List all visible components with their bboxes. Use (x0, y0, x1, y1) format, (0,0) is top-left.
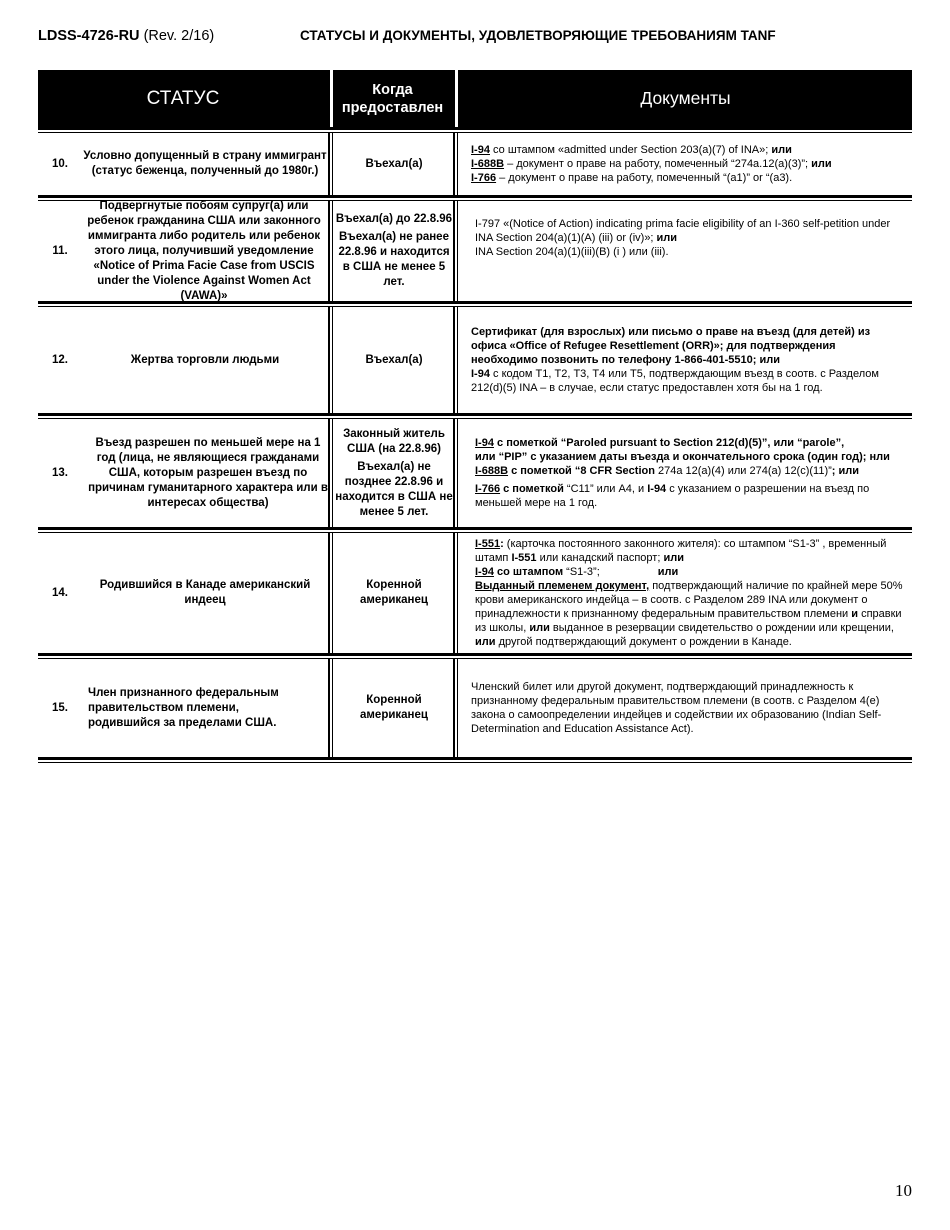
row-documents (471, 133, 903, 195)
doc-code: I-94 (475, 437, 494, 449)
row-when: Коренной американец (360, 579, 428, 606)
page-number: 10 (895, 1181, 912, 1200)
table-row (38, 307, 912, 413)
doc-text: другой подтверждающий документ о рождении в Канаде. (495, 636, 792, 648)
row-when: Въехал(а) (365, 353, 423, 366)
table-header (38, 70, 912, 127)
doc-text: 274a 12(a)(4) или 274(a) 12(c)(11)” (658, 465, 832, 477)
doc-text: Сертификат (для взрослых) или письмо о праве на въезд (для детей) из офиса «Office of Refugee Resettlement (ORR)»; для подтверждения необходимо позвонить по телефону 1-866-401-5510; или (471, 326, 871, 366)
doc-code: I-551 (475, 538, 501, 550)
doc-text: с указанием о разрешении на въезд по меньшей мере на 1 год. (475, 483, 870, 509)
doc-or: или (811, 158, 832, 170)
doc-code: I-94 (471, 144, 490, 156)
doc-text: – документ о праве на работу, помеченный “(a1)” or “(a3). (496, 172, 793, 184)
doc-or: или (771, 144, 792, 156)
doc-or: или (657, 566, 679, 578)
row-status: Въезд разрешен по меньшей мере на 1 год (лица, не являющиеся гражданами США, которым разрешен въезд по причинам гуманитарного характера или в интересах общества) (88, 436, 328, 509)
form-code: LDSS-4726-RU (38, 28, 140, 44)
when-line-1: Законный житель США (на 22.8.96) (343, 427, 445, 455)
doc-text: с пометкой (500, 483, 564, 495)
doc-or: и (851, 608, 859, 620)
doc-text: “S1-3”; (563, 566, 600, 578)
when-line-2: Въехал(а) не позднее 22.8.96 и находится в США не менее 5 лет. (335, 460, 453, 518)
row-number: 13. (52, 467, 68, 479)
doc-text: I-797 «(Notice of Action) indicating prima facie eligibility of an I-360 self-petition under INA Section 204(a)(1)(A) (iii) or (iv)»; (475, 218, 891, 244)
doc-text: – документ о праве на работу, помеченный “274a.12(a)(3)”; (504, 158, 812, 170)
table-row (38, 419, 912, 527)
row-documents: Членский билет или другой документ, подтверждающий принадлежность к признанному федеральным правительством племени (в соотв. с Разделом 4(e) закона о самоопределении индейцев и содействии их образованию (Indian Self-Determination and Education Assistance Act). (471, 681, 882, 735)
column-header-documents: Документы (640, 88, 731, 108)
doc-code: I-766 (475, 483, 501, 495)
row-when (335, 201, 453, 301)
row-documents (475, 419, 907, 527)
when-line-1: Въехал(а) до 22.8.96 (335, 213, 453, 225)
doc-text: или канадский паспорт; (536, 552, 664, 564)
row-status: Жертва торговли людьми (130, 353, 280, 366)
row-documents (475, 533, 907, 653)
when-line-2: Въехал(а) не ранее 22.8.96 и находится в США не менее 5 лет. (338, 231, 450, 288)
row-number: 15. (52, 702, 68, 714)
column-header-when: Когда предоставлен (341, 81, 444, 116)
doc-text: “C11” или A4, и (563, 483, 648, 495)
doc-code: I-94 (471, 368, 490, 380)
table-row (38, 133, 912, 195)
doc-code: I-766 (471, 172, 497, 184)
row-number: 14. (52, 587, 68, 599)
row-when (335, 419, 453, 527)
doc-or: ; или (831, 465, 860, 477)
document-title: СТАТУСЫ И ДОКУМЕНТЫ, УДОВЛЕТВОРЯЮЩИЕ ТРЕБОВАНИЯМ TANF (300, 28, 776, 43)
doc-text: с кодом Т1, Т2, Т3, Т4 или Т5, подтверждающим въезд в соотв. с Разделом 212(d)(5) INA – в случае, если статус предоставлен хотя бы на 1 год. (471, 368, 879, 394)
row-number: 11. (52, 245, 68, 257)
doc-text: (карточка постоянного законного жителя): со штампом “S1-3” , временный штамп (475, 538, 887, 564)
row-status: Родившийся в Канаде американский индеец (99, 579, 311, 606)
doc-text: INA Section 204(a)(1)(iii)(B) (i ) или (iii). (475, 246, 669, 258)
doc-text: выданное в резервации свидетельство о рождении или крещении, (549, 622, 894, 634)
doc-or: или (529, 622, 550, 634)
doc-text: со штампом (493, 566, 564, 578)
table-row (38, 201, 912, 301)
doc-text: подтверждающий наличие по крайней мере 50% крови американского индейца – в соотв. с Разделом 289 INA или документ о принадлежности к признанному федеральным правительством племени (475, 580, 903, 620)
row-status: Условно допущенный в страну иммигрант (статус беженца, полученный до 1980г.) (83, 150, 327, 177)
doc-or: или (656, 232, 678, 244)
form-id (38, 28, 214, 44)
row-documents (471, 307, 903, 413)
row-number: 10. (52, 158, 68, 170)
status-documents-table (38, 70, 912, 763)
row-status: Член признанного федеральным правительством племени, родившийся за пределами США. (88, 686, 279, 729)
doc-code: I-688B (471, 158, 505, 170)
page-header (38, 28, 918, 48)
table-row (38, 659, 912, 757)
row-documents (475, 201, 907, 301)
doc-code: I-94 (647, 483, 667, 495)
doc-text: с пометкой “Paroled pursuant to Section 212(d)(5)”, или “parole”, (493, 437, 845, 449)
row-when: Въехал(а) (365, 157, 423, 170)
row-number: 12. (52, 354, 68, 366)
form-revision: (Rev. 2/16) (143, 28, 215, 44)
doc-code: I-688B (475, 465, 509, 477)
doc-text: со штампом «admitted under Section 203(a)(7) of INA»; (489, 144, 772, 156)
doc-text: : (500, 538, 504, 550)
row-when: Коренной американец (360, 694, 428, 721)
doc-text: Выданный племенем документ, (475, 580, 650, 592)
doc-code: I-551 (511, 552, 537, 564)
table-row (38, 533, 912, 653)
row-status: Подвергнутые побоям супруг(а) или ребенок гражданина США или законного иммигранта либо родитель или ребенок этого лица, получивший уведомление «Notice of Prima Facie Case from USCIS under the Violence Against Women Act (VAWA)» (87, 199, 321, 302)
doc-or: или (663, 552, 684, 564)
doc-text: справки из школы, (475, 608, 902, 634)
doc-code: I-94 (475, 566, 494, 578)
doc-or: или (475, 636, 496, 648)
doc-text: с пометкой “8 CFR Section (508, 465, 658, 477)
column-header-status: СТАТУС (146, 87, 220, 109)
doc-text: или “PIP” с указанием даты въезда и окончательного срока (один год); нли (475, 451, 890, 463)
